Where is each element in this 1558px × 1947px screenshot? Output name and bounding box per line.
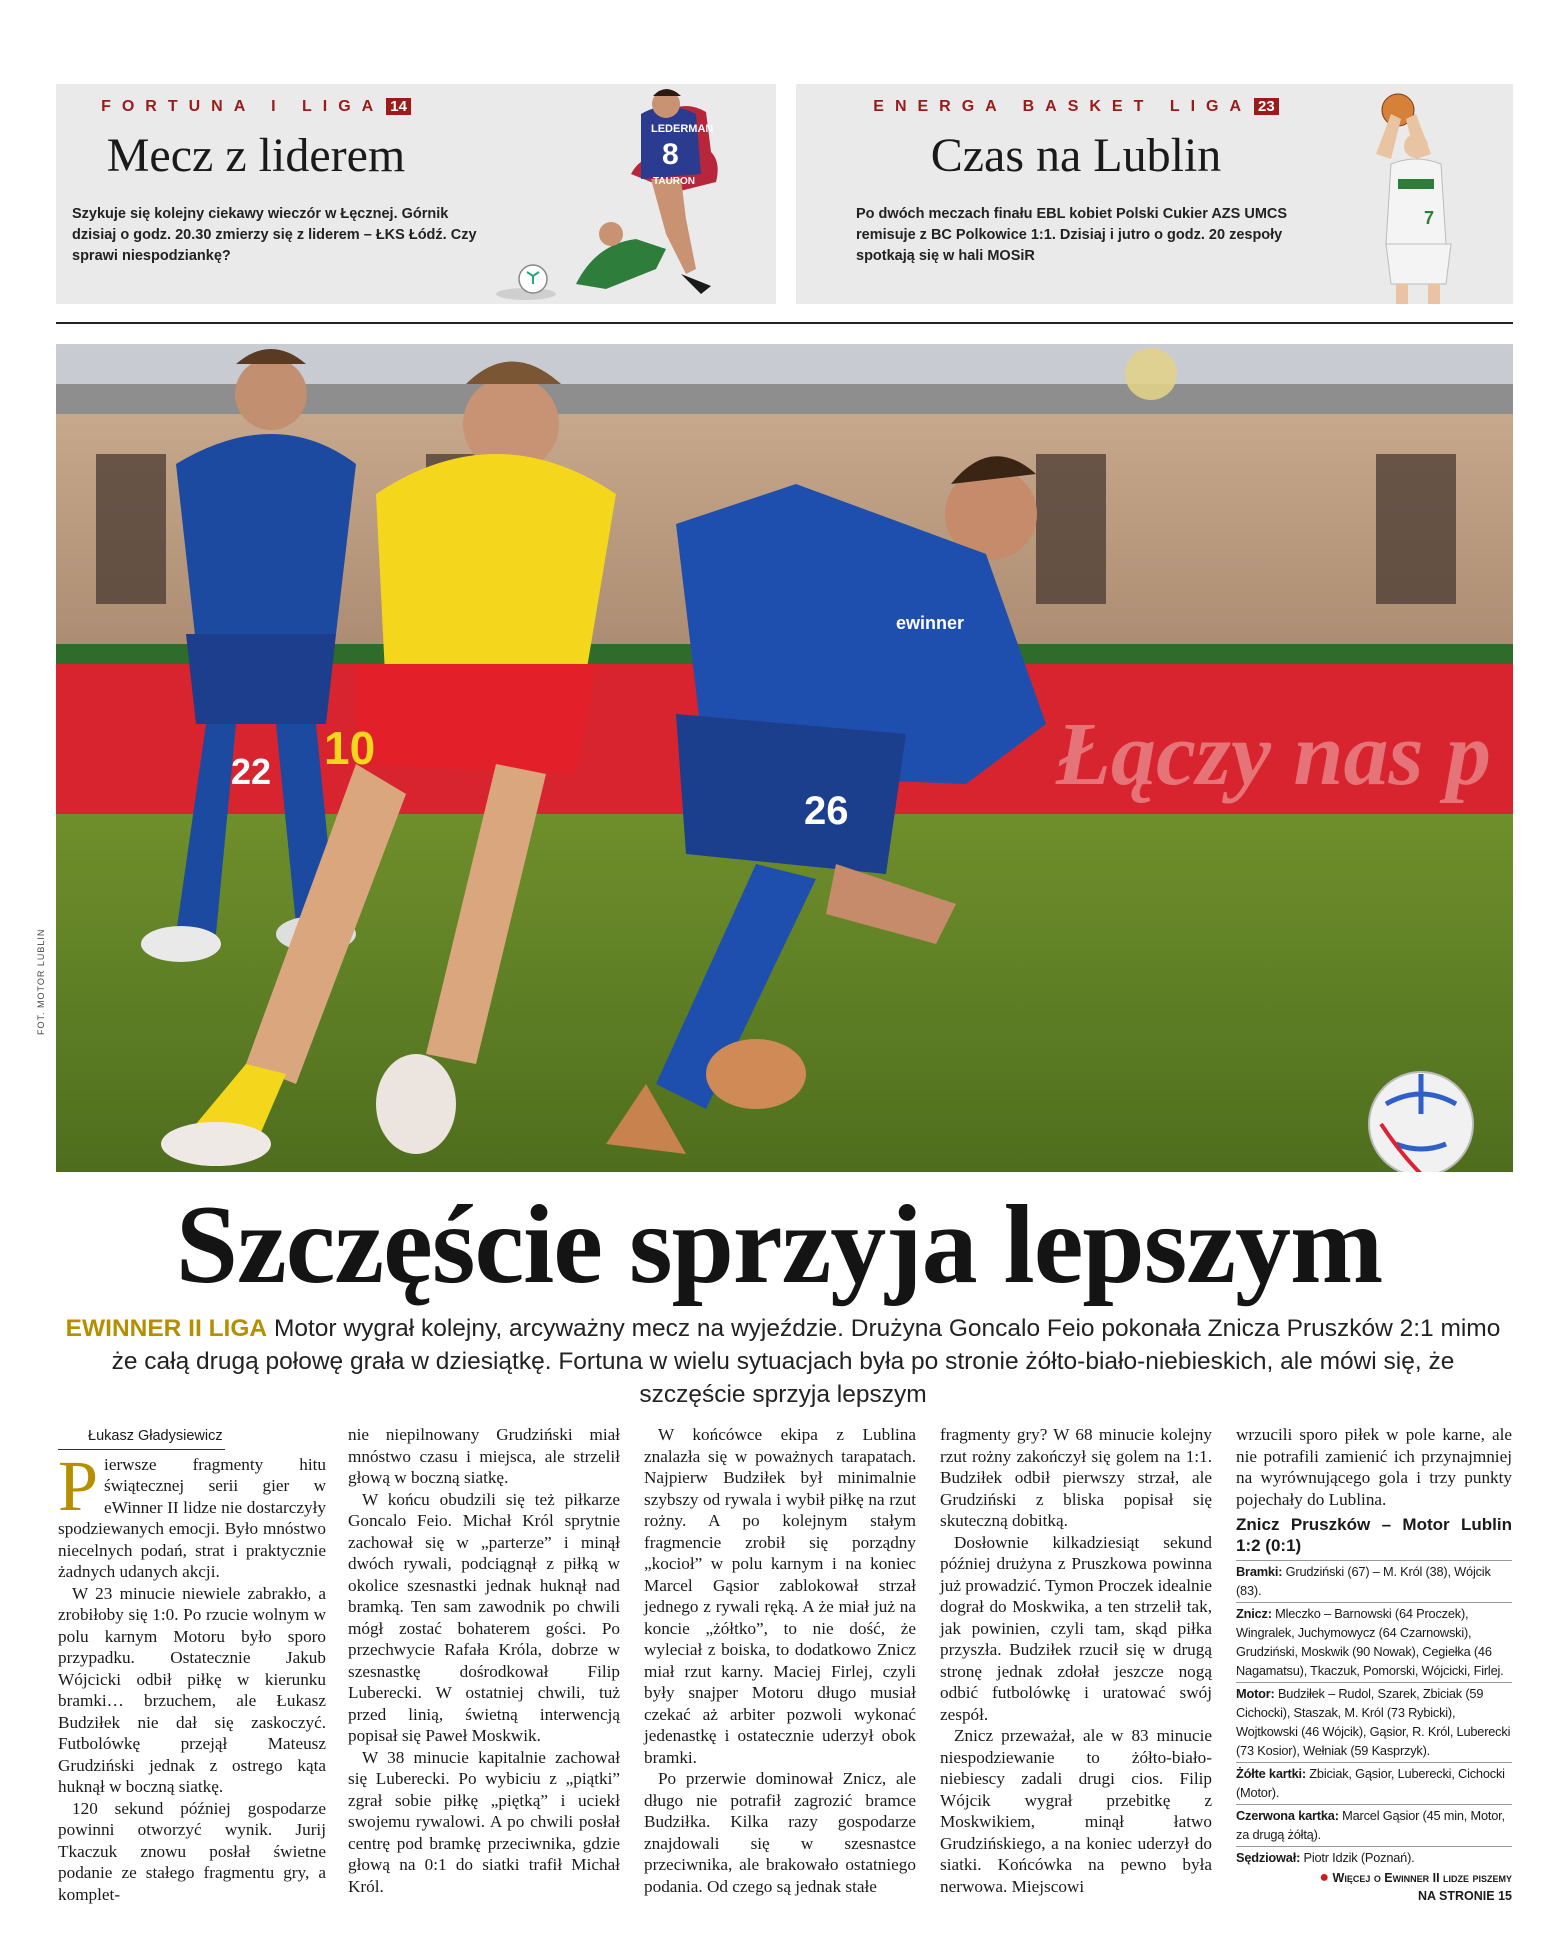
paragraph: Po przerwie dominował Znicz, ale długo nie potrafił zagrozić bramce Budziłka. Kilka razy gospodarze znajdowali się w szesnastce przeciwnika, ale brakowało ostatniego podania. Od czego są jednak stałe — [644, 1769, 916, 1896]
stats-row-znicz — [1236, 1602, 1512, 1682]
photo-credit: FOT. MOTOR LUBLIN — [36, 928, 46, 1035]
paragraph: W końcówce ekipa z Lublina znalazła się w poważnych tarapatach. Najpierw Budziłek był minimalnie szybszy od rywala i wybił piłkę na rzut rożny. A po kolejnym stałym fragmencie zrobił się porządny „kocioł” w polu karnym i na koniec Marcel Gąsior zablokował strzał jednego z rywali ręką. A że miał już na koncie „żółtko”, to nie dość, że wyleciał z boiska, to dodatkowo Znicz miał rzut karny. Maciej Firlej, czyli były snajper Motoru długo musiał czekać aż arbiter pozwoli wykonać jedenastkę i ostatecznie uderzył obok bramki. — [644, 1425, 916, 1767]
stats-row-referee — [1236, 1846, 1512, 1869]
paragraph: fragmenty gry? W 68 minucie kolejny rzut rożny zakończył się golem na 1:1. Budziłek odbił pierwszy strzał, ale Grudziński z bliska popisał się skuteczną dobitką. — [940, 1425, 1212, 1530]
article-lead — [58, 1312, 1508, 1411]
article-column-2 — [348, 1424, 620, 1897]
dropcap: P — [58, 1445, 99, 1526]
paragraph: W końcu obudzili się też piłkarze Goncalo Feio. Michał Król sprytnie zachował się w „parterze” i minął dwóch rywali, podciągnął z piłką w okolice szesnastki jednak huknął nad bramką. Ten sam zawodnik po chwili mógł zostać bohaterem gości. Po przechwycie Rafała Króla, dobrze w szesnastkę dośrodkował Filip Luberecki. W ostatniej chwili, tuż przed linią, świetną interwencją popisał się Paweł Moskwik. — [348, 1489, 620, 1745]
article-column-3 — [644, 1424, 916, 1897]
paragraph: wrzucili sporo piłek w pole karne, ale nie potrafili zamienić ich przynajmniej na wyrównującego gola i trzy punkty pojechały do Lublina. — [1236, 1425, 1512, 1509]
shirt-sponsor: ewinner — [896, 613, 965, 633]
teaser-kicker — [796, 98, 1356, 116]
stats-text: Budziłek – Rudol, Szarek, Zbiciak (59 Cichocki), Staszak, M. Król (73 Rybicki), Wojtkowski (46 Wójcik), Gąsior, R. Król, Luberecki (73 Kosior), Wełniak (59 Kasprzyk). — [1236, 1686, 1511, 1758]
stats-row-motor — [1236, 1682, 1512, 1762]
shirt-number-26: 26 — [804, 789, 849, 833]
teaser-kicker — [56, 98, 456, 116]
main-photo — [56, 344, 1513, 1172]
stats-text: Mleczko – Barnowski (64 Proczek), Wingralek, Juchymowycz (64 Czarnowski), Grudziński, Moskwik (90 Nowak), Cegiełka (46 Nagamatsu), Tkaczuk, Pomorski, Wójcicki, Firlej. — [1236, 1606, 1504, 1678]
shirt-number: 8 — [662, 138, 679, 171]
page-badge: 23 — [1254, 98, 1279, 115]
stats-row-red — [1236, 1804, 1512, 1846]
kicker-text: ENERGA BASKET LIGA — [873, 98, 1253, 115]
stats-title: Znicz Pruszków – Motor Lublin 1:2 (0:1) — [1236, 1515, 1512, 1555]
stats-text: Zbiciak, Gąsior, Luberecki, Cichocki (Motor). — [1236, 1766, 1505, 1800]
teaser-fortuna[interactable] — [56, 84, 776, 304]
match-stats-box — [1236, 1514, 1512, 1869]
stats-label: Czerwona kartka: — [1236, 1808, 1339, 1823]
shirt-name: LEDERMAN — [651, 123, 714, 135]
paragraph: W 38 minucie kapitalnie zachował się Luberecki. Po wybiciu z „piątki” zgrał sobie piłkę „piętką” i uciekł swojemu rywalowi. A po chwili posłał centrę pod bramkę przeciwnika, gdzie głową na 0:1 do siatki trafił Michał Król. — [348, 1747, 620, 1896]
lead-tag: EWINNER II LIGA — [65, 1315, 268, 1342]
match-photo-illustration — [56, 344, 1513, 1172]
stats-label: Sędziował: — [1236, 1850, 1301, 1865]
more-line-1: Więcej o Ewinner II lidze piszemy — [1332, 1871, 1512, 1885]
stats-label: Bramki: — [1236, 1564, 1283, 1579]
shirt-number-10: 10 — [324, 722, 376, 774]
shirt-number-22: 22 — [231, 751, 272, 792]
shirt-number: 7 — [1424, 208, 1435, 228]
kicker-text: FORTUNA I LIGA — [101, 98, 385, 115]
paragraph: W 23 minucie niewiele zabrakło, a zrobiłoby się 1:0. Po rzucie wolnym w polu karnym Motoru było sporo przypadku. Ostatecznie Jakub Wójcicki odbił piłkę w kierunku bramki… brzuchem, ale Łukasz Budziłek nie dał się zaskoczyć. Futbolówkę przejął Mateusz Grudziński jednak z ostrego kąta huknął w boczną siatkę. — [58, 1583, 326, 1796]
more-link[interactable] — [1236, 1869, 1512, 1905]
stats-text: Marcel Gąsior (45 min, Motor, za drugą żółtą). — [1236, 1808, 1505, 1842]
bullet-icon: ● — [1319, 1869, 1330, 1886]
article-column-1 — [58, 1424, 326, 1905]
football — [1369, 1072, 1473, 1172]
shirt-sponsor: TAURON — [653, 176, 696, 187]
teaser-body: Po dwóch meczach finału EBL kobiet Polski Cukier AZS UMCS remisuje z BC Polkowice 1:1. Dzisiaj i jutro o godz. 20 zespoły spotkają się w hali MOSiR — [856, 206, 1288, 264]
stats-text: Grudziński (67) – M. Król (38), Wójcik (83). — [1236, 1564, 1491, 1598]
stats-label: Motor: — [1236, 1686, 1275, 1701]
more-line-2: NA STRONIE 15 — [1417, 1889, 1512, 1903]
page-badge: 14 — [386, 98, 411, 115]
paragraph: 120 sekund później gospodarze powinni otworzyć wynik. Jurij Tkaczuk znowu posłał świetne podanie ze stałego fragmentu gry, a komplet- — [58, 1798, 326, 1904]
author-byline: Łukasz Gładysiewicz — [58, 1426, 225, 1450]
stats-label: Znicz: — [1236, 1606, 1272, 1621]
paragraph-text: ierwsze fragmenty hitu świątecznej serii gier w eWinner II lidze nie dostarczyły spodziewanych emocji. Było mnóstwo niecelnych podań, strat i praktycznie żadnych udanych akcji. — [58, 1454, 326, 1581]
footballer-illustration — [481, 84, 776, 304]
stats-text: Piotr Idzik (Poznań). — [1303, 1850, 1415, 1865]
teaser-title: Mecz z liderem — [106, 129, 406, 182]
stats-row-yellow — [1236, 1762, 1512, 1804]
paragraph: Znicz przeważał, ale w 83 minucie niespodziewanie to żółto-biało-niebiescy zadali drugi cios. Filip Wójcik wygrał przebitkę z Moskwikiem, minął łatwo Grudzińskiego, a na koniec uderzył do siatki. Końcówka na pewno była nerwowa. Miejscowi — [940, 1726, 1212, 1896]
article-headline: Szczęście sprzyja lepszym — [175, 1183, 1383, 1307]
lead-text: Motor wygrał kolejny, arcyważny mecz na wyjeździe. Drużyna Goncalo Feio pokonała Znicza Pruszków 2:1 mimo że całą drugą połowę grała w dziesiątkę. Fortuna w wielu sytuacjach była po stronie żółto-biało-niebieskich, ale mówi się, że szczęście sprzyja lepszym — [111, 1315, 1501, 1408]
stats-label: Żółte kartki: — [1236, 1766, 1306, 1781]
top-rule — [56, 322, 1513, 324]
article-column-5 — [1236, 1424, 1512, 1905]
teaser-body: Szykuje się kolejny ciekawy wieczór w Łęcznej. Górnik dzisiaj o godz. 20.30 zmierzy się z liderem – ŁKS Łódź. Czy sprawi niespodziankę? — [72, 206, 477, 264]
teaser-basket[interactable] — [796, 84, 1513, 304]
article-column-4 — [940, 1424, 1212, 1897]
basketball-player-illustration — [1336, 84, 1506, 304]
paragraph: nie niepilnowany Grudziński miał mnóstwo czasu i miejsca, ale strzelił głową w boczną siatkę. — [348, 1425, 620, 1487]
stats-row-goals — [1236, 1560, 1512, 1602]
paragraph — [58, 1445, 326, 1583]
teaser-title: Czas na Lublin — [930, 129, 1222, 182]
banner-text: Łączy nas p — [1056, 705, 1491, 804]
paragraph: Dosłownie kilkadziesiąt sekund później drużyna z Pruszkowa powinna już prowadzić. Tymon Proczek idealnie dograł do Moskwika, a ten strzelił tak, jak powinien, czyli tam, skąd piłka przyszła. Budziłek rzucił się w drugą stronę jednak zdołał jeszcze nogą odbić futbolówkę i uratować swój zespół. — [940, 1532, 1212, 1724]
